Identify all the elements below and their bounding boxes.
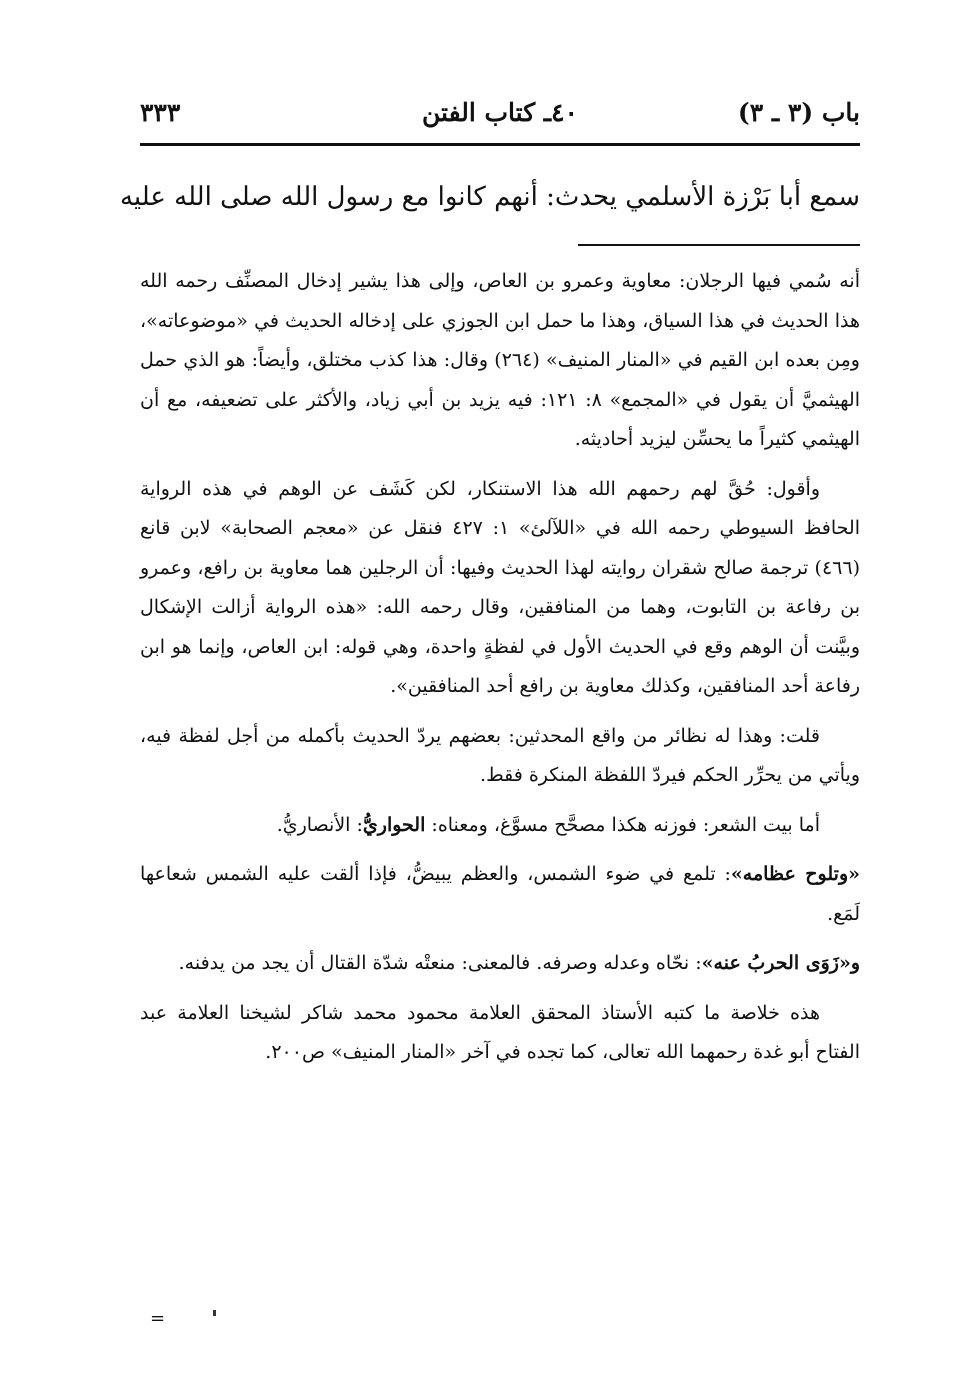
chapter-label: باب (٣ ـ ٣)	[737, 98, 860, 127]
note-paragraph-6	[140, 944, 860, 984]
footnotes	[140, 262, 860, 1083]
term-war: و«زَوَى الحربُ عنه»	[701, 952, 860, 974]
poem-text: أما بيت الشعر: فوزنه هكذا مصحَّح مسوَّغ، ومعناه:	[425, 813, 820, 836]
term-bones-meaning: : تلمع في ضوء الشمس، والعظم يبيضُّ، فإذا ألقت عليه الشمس شعاعها لَمَع.	[140, 863, 860, 925]
note-paragraph-4	[140, 806, 860, 846]
note-paragraph-5	[140, 855, 860, 934]
main-text: سمع أبا بَرْزة الأسلمي يحدث: أنهم كانوا مع رسول الله صلى الله عليه	[119, 182, 860, 212]
footer-mark: =	[150, 1308, 166, 1329]
page-header	[140, 92, 860, 140]
note-paragraph-7: هذه خلاصة ما كتبه الأستاذ المحقق العلامة محمود محمد شاكر لشيخنا العلامة عبد الفتاح أبو غدة رحمهما الله تعالى، كما تجده في آخر «المنار المنيف» ص٢٠٠.	[140, 1001, 860, 1063]
book-title: ٤٠ـ كتاب الفتن	[422, 98, 578, 127]
term-war-meaning: : نحّاه وعدله وصرفه. فالمعنى: منعتْه شدّة القتال أن يجد من يدفنه.	[178, 952, 702, 974]
note-paragraph-2: وأقول: حُقَّ لهم رحمهم الله هذا الاستنكار، لكن كَشَف عن الوهم في هذه الرواية الحافظ السيوطي رحمه الله في «اللآلئ» ١: ٤٢٧ فنقل عن «معجم الصحابة» لابن قانع (٤٦٦) ترجمة صالح شقران روايته لهذا الحديث وفيها: أن الرجلين هما معاوية بن رافع، وعمرو بن رفاعة بن التابوت، وهما من المنافقين، وقال رحمه الله: «هذه الرواية أزالت الإشكال وبيَّنت أن الوهم وقع في الحديث الأول في لفظةٍ واحدة، وهي قوله: ابن العاص، وإنما هو ابن رفاعة أحد المنافقين، وكذلك معاوية بن رافع أحد المنافقين».	[140, 477, 860, 697]
stray-mark	[213, 1310, 216, 1316]
poem-term: الحواريُّ	[362, 813, 426, 836]
header-rule	[140, 143, 860, 146]
term-bones: «وتلوح عظامه»	[730, 863, 860, 885]
page-number: ٣٣٣	[140, 98, 181, 127]
note-paragraph-3: قلت: وهذا له نظائر من واقع المحدثين: بعضهم يردّ الحديث بأكمله من أجل لفظة فيه، ويأتي من يحرِّر الحكم فيردّ اللفظة المنكرة فقط.	[140, 724, 860, 786]
footnote-rule	[578, 244, 860, 246]
note-paragraph-1: أنه سُمي فيها الرجلان: معاوية وعمرو بن العاص، وإلى هذا يشير إدخال المصنِّف رحمه الله هذا الحديث في هذا السياق، وهذا ما حمل ابن الجوزي على إدخاله الحديث في «موضوعاته»، ومِن بعده ابن القيم في «المنار المنيف» (٢٦٤) وقال: هذا كذب مختلق، وأيضاً: هو الذي حمل الهيثميَّ أن يقول في «المجمع» ٨: ١٢١: فيه يزيد بن أبي زياد، والأكثر على تضعيفه، مع أن الهيثمي كثيراً ما يحسِّن ليزيد أحاديثه.	[140, 270, 860, 450]
poem-meaning: : الأنصاريُّ.	[276, 813, 363, 836]
